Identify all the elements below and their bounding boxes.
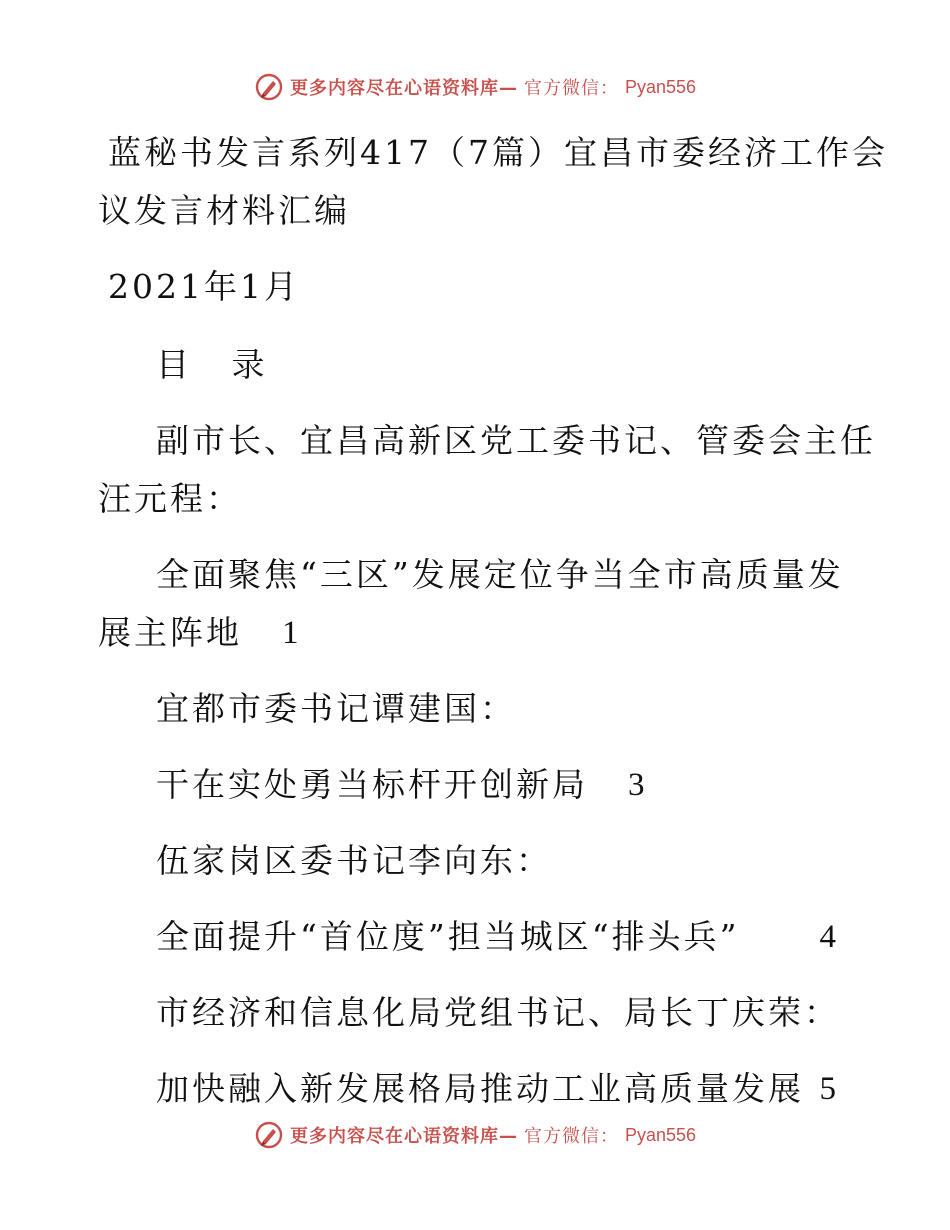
toc-page-number: 4 <box>819 919 839 955</box>
toc-heading: 目 录 <box>156 345 281 384</box>
toc-entry-title: 干在实处勇当标杆开创新局 <box>156 765 588 804</box>
toc-entry-row[interactable] <box>156 1060 843 1118</box>
toc-entry-row[interactable] <box>156 756 843 814</box>
toc-entry-row[interactable] <box>98 604 843 662</box>
toc-speaker: 市经济和信息化局党组书记、局长丁庆荣： <box>156 993 840 1032</box>
banner-text: 更多内容尽在心语资料库— <box>289 1126 518 1147</box>
toc-entry-title-cont: 展主阵地 <box>98 613 242 652</box>
footer-banner <box>0 1120 950 1150</box>
pen-logo-icon <box>254 72 284 102</box>
toc-speaker: 宜都市委书记谭建国： <box>156 689 516 728</box>
banner-wechat-label: 官方微信： <box>523 1126 619 1147</box>
banner-wechat-id: Pyan556 <box>624 1124 697 1145</box>
toc-entry-title: 加快融入新发展格局推动工业高质量发展 <box>156 1069 804 1108</box>
banner-wechat-id: Pyan556 <box>624 76 697 97</box>
toc-page-number: 3 <box>628 767 648 803</box>
toc-entry-title: 全面聚焦“三区”发展定位争当全市高质量发 <box>156 555 844 594</box>
banner-text: 更多内容尽在心语资料库— <box>289 78 518 99</box>
toc-speaker: 伍家岗区委书记李向东： <box>156 841 552 880</box>
toc-entry-title: 全面提升“首位度”担当城区“排头兵” <box>156 917 740 956</box>
doc-date: 2021年1月 <box>108 267 300 306</box>
toc-page-number: 1 <box>282 615 302 651</box>
header-banner <box>0 72 950 102</box>
toc-speaker: 副市长、宜昌高新区党工委书记、管委会主任 <box>156 421 876 460</box>
toc-entry-row[interactable] <box>156 908 843 966</box>
toc-speaker-cont: 汪元程： <box>98 479 242 518</box>
toc-page-number: 5 <box>819 1071 839 1107</box>
document-body <box>98 124 888 1118</box>
doc-title-line-1: 蓝秘书发言系列417（7篇）宜昌市委经济工作会 <box>108 133 888 172</box>
doc-title-line-2: 议发言材料汇编 <box>98 191 350 230</box>
banner-wechat-label: 官方微信： <box>523 78 619 99</box>
pen-logo-icon <box>254 1120 284 1150</box>
